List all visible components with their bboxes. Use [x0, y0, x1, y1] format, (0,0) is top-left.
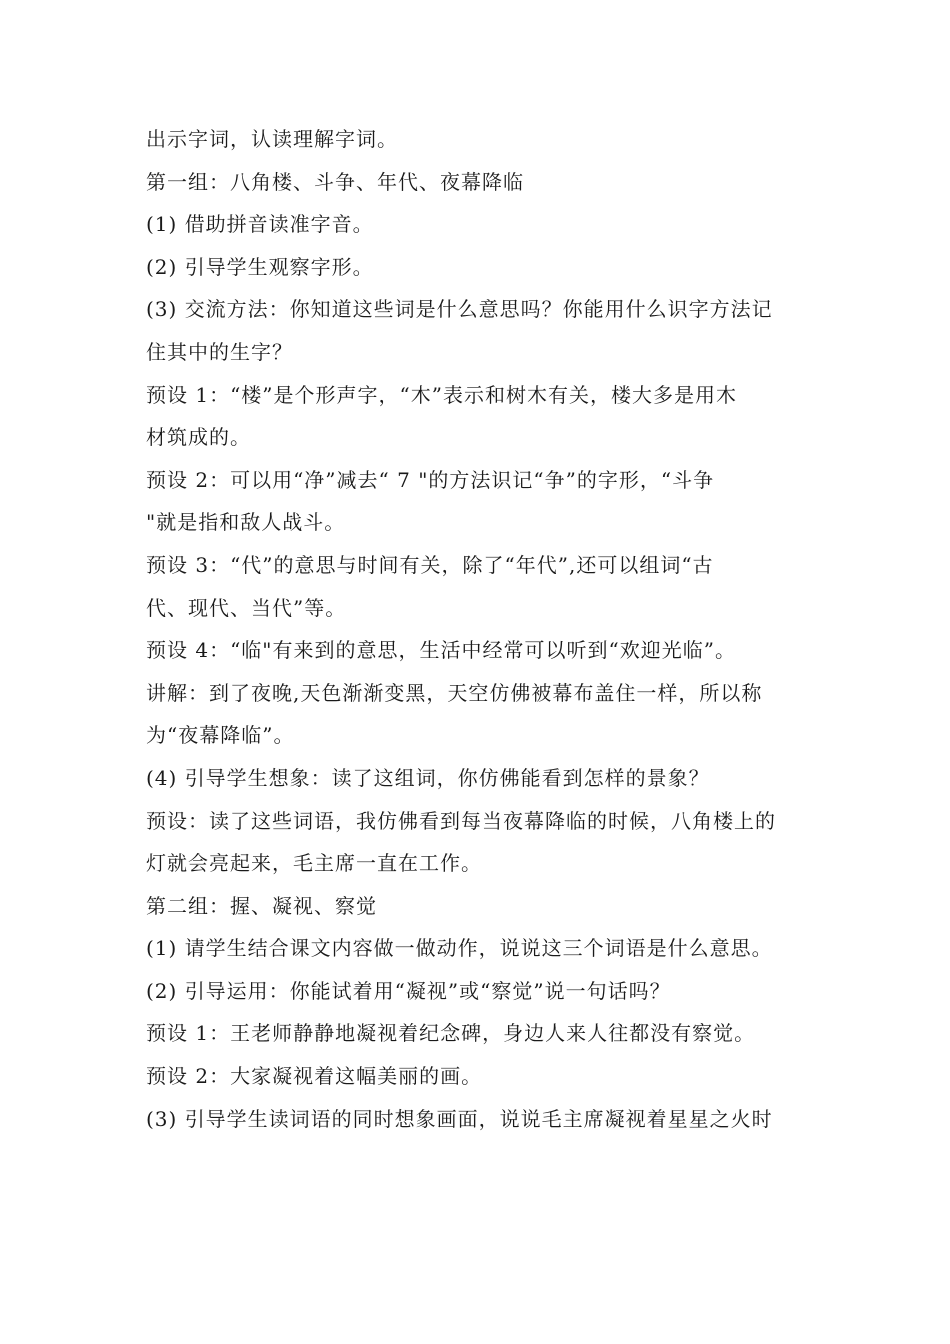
- text-line: (3) 引导学生读词语的同时想象画面，说说毛主席凝视着星星之火时: [146, 1106, 773, 1131]
- text-line: 讲解：到了夜晚,天色渐渐变黑，天空仿佛被幕布盖住一样，所以称: [146, 680, 763, 705]
- text-line: 材筑成的。: [146, 425, 251, 450]
- text-line: 第一组：八角楼、斗争、年代、夜幕降临: [146, 169, 524, 194]
- text-line: 预设：读了这些词语，我仿佛看到每当夜幕降临的时候，八角楼上的: [146, 808, 776, 833]
- text-line: "就是指和敌人战斗。: [146, 510, 346, 535]
- text-line: (1) 借助拼音读准字音。: [146, 212, 374, 237]
- text-line: 代、现代、当代”等。: [146, 595, 347, 620]
- text-line: 预设 1：“楼”是个形声字，“木”表示和树木有关，楼大多是用木: [146, 382, 737, 407]
- text-line: (3) 交流方法：你知道这些词是什么意思吗？你能用什么识字方法记: [146, 297, 773, 322]
- text-line: (4) 引导学生想象：读了这组词，你仿佛能看到怎样的景象？: [146, 765, 710, 790]
- document-body: [146, 118, 818, 1140]
- text-line: 预设 1：王老师静静地凝视着纪念碑，身边人来人往都没有察觉。: [146, 1021, 756, 1046]
- text-line: 为“夜幕降临”。: [146, 723, 295, 748]
- text-line: 预设 2：大家凝视着这幅美丽的画。: [146, 1064, 483, 1089]
- text-line: 灯就会亮起来，毛主席一直在工作。: [146, 851, 482, 876]
- text-line: 出示字词，认读理解字词。: [146, 127, 398, 151]
- text-line: (2) 引导运用：你能试着用“凝视”或“察觉”说一句话吗？: [146, 978, 671, 1003]
- text-line: 第二组：握、凝视、察觉: [146, 893, 377, 918]
- text-line: (1) 请学生结合课文内容做一做动作，说说这三个词语是什么意思。: [146, 936, 773, 961]
- text-line: 预设 2：可以用“净”减去“ 7 "的方法识记“争”的字形，“斗争: [146, 467, 715, 492]
- text-line: 预设 4：“临"有来到的意思，生活中经常可以听到“欢迎光临”。: [146, 638, 736, 663]
- text-line: 住其中的生字？: [146, 339, 293, 364]
- text-line: 预设 3：“代”的意思与时间有关，除了“年代”,还可以组词“古: [146, 552, 714, 577]
- text-line: (2) 引导学生观察字形。: [146, 254, 374, 279]
